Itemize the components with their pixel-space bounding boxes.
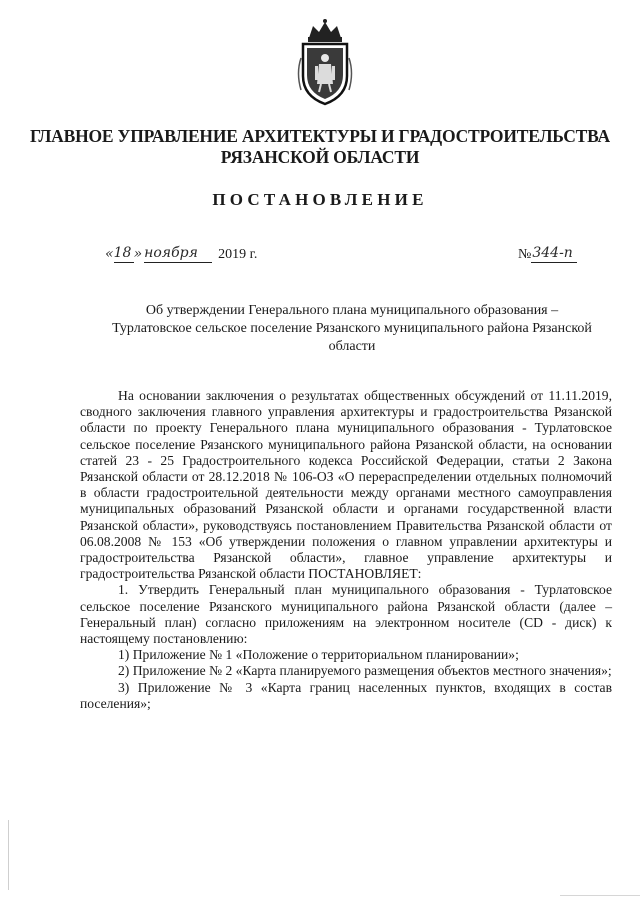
decree-subject	[92, 302, 612, 356]
number-field	[531, 244, 577, 263]
date-month: ноября	[144, 245, 198, 261]
body-item-1: 1. Утвердить Генеральный план муниципального образования - Турлатовское сельское поселение Рязанского муниципального района Рязанской области (далее – Генеральный план) согласно приложениям на электронном носителе (CD - диск) к настоящему постановлению:	[80, 582, 612, 647]
number-prefix: №	[518, 247, 532, 262]
date-year: 2019 г.	[218, 247, 258, 262]
header-line-2: РЯЗАНСКОЙ ОБЛАСТИ	[220, 147, 420, 167]
document-title: ПОСТАНОВЛЕНИЕ	[212, 190, 428, 209]
date-day-field	[114, 244, 134, 263]
decree-number	[518, 244, 577, 263]
date-month-field	[144, 244, 212, 263]
scan-edge-mark	[8, 820, 9, 890]
body-intro-paragraph: На основании заключения о результатах общественных обсуждений от 11.11.2019, сводного заключения главного управления архитектуры и градостроительства Рязанской области по проекту Генерального плана муниципального образования - Турлатовское сельское поселение Рязанского муниципального района Рязанской области, на основании статей 23 - 25 Градостроительного кодекса Российской Федерации, статьи 2 Закона Рязанской области от 28.12.2018 № 106-ОЗ «О перераспределении отдельных полномочий в области градостроительной деятельности между органами местного самоуправления муниципальных образований Рязанской области и органами государственной власти Рязанской области», руководствуясь постановлением Правительства Рязанской области от 06.08.2008 № 153 «Об утверждении положения о главном управлении архитектуры и градостроительства Рязанской области», главное управление архитектуры и градостроительства Рязанской области ПОСТАНОВЛЯЕТ:	[80, 388, 612, 582]
header-line-1: ГЛАВНОЕ УПРАВЛЕНИЕ АРХИТЕКТУРЫ И ГРАДОСТРОИТЕЛЬСТВА	[30, 126, 610, 146]
subject-line-3: области	[328, 339, 376, 354]
coat-of-arms-icon	[295, 18, 355, 110]
decree-date	[105, 244, 257, 263]
date-close-quote: »	[133, 246, 143, 262]
body-subitem-3: 3) Приложение № 3 «Карта границ населенных пунктов, входящих в состав поселения»;	[80, 679, 612, 711]
issuer-header	[0, 126, 640, 168]
date-open-quote: «	[105, 246, 114, 262]
subject-line-1: Об утверждении Генерального плана муниципального образования –	[145, 303, 559, 318]
number-value: 344-п	[532, 245, 573, 261]
date-day: 18	[113, 245, 132, 261]
decree-body	[80, 388, 612, 712]
subject-line-2: Турлатовское сельское поселение Рязанского муниципального района Рязанской	[112, 321, 592, 336]
body-subitem-1: 1) Приложение № 1 «Положение о территориальном планировании»;	[118, 647, 519, 663]
body-subitem-2: 2) Приложение № 2 «Карта планируемого размещения объектов местного значения»;	[118, 663, 612, 679]
scan-corner-mark	[560, 895, 640, 896]
